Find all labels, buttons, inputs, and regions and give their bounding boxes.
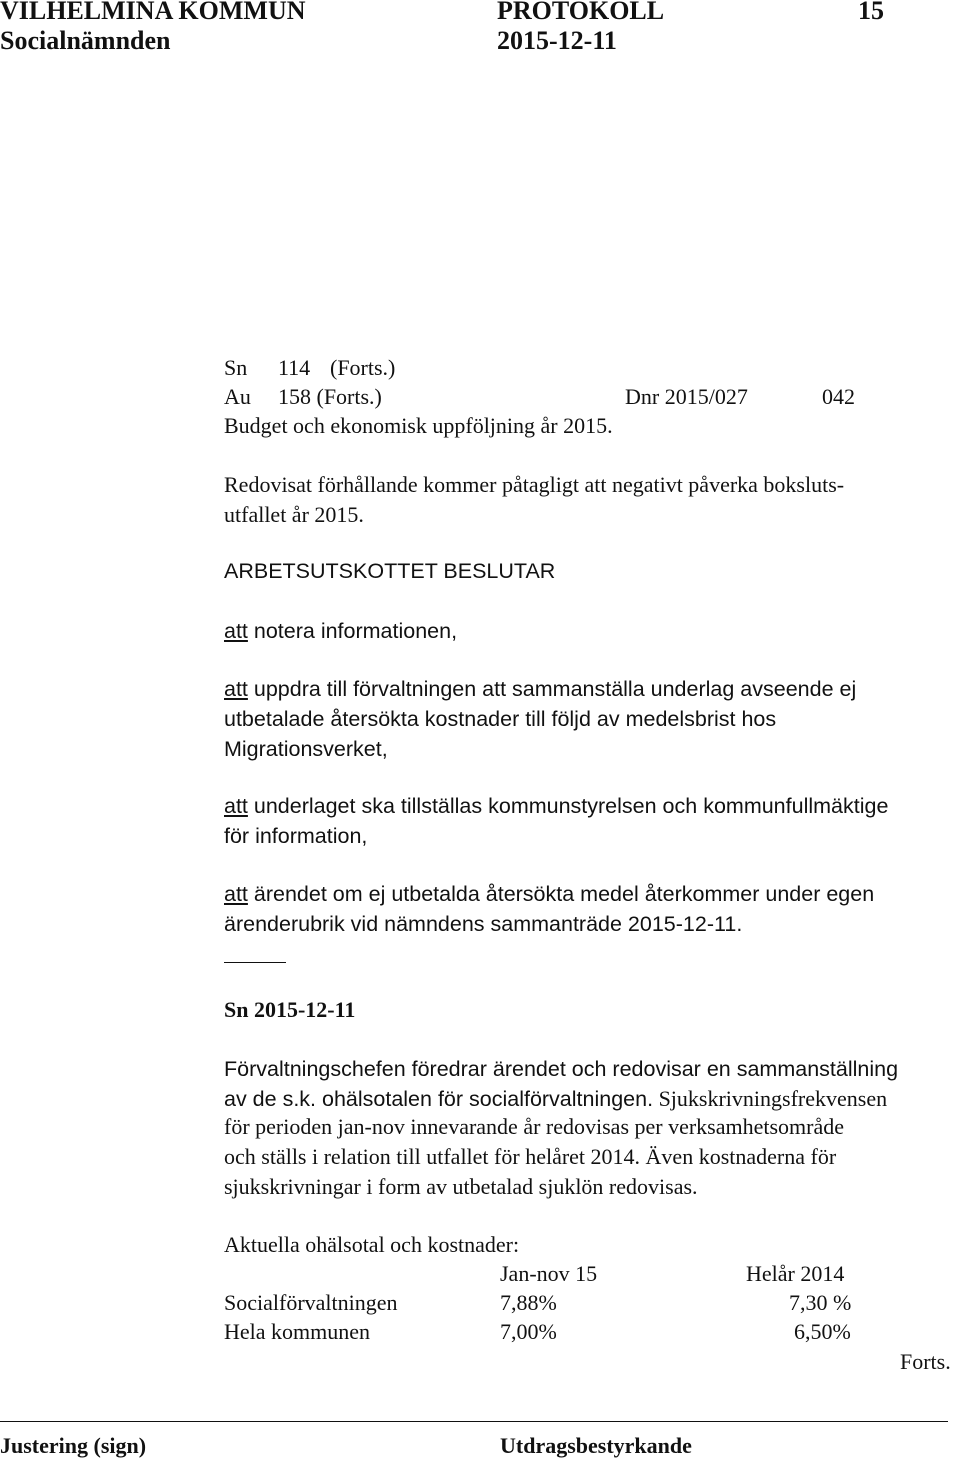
table-col-header-1: Jan-nov 15 [500, 1261, 598, 1286]
decision-item-2-text: uppdra till förvaltningen att sammanställa underlag avseende ej [247, 677, 857, 701]
sn-number: 114 [278, 355, 311, 380]
footer-justering: Justering (sign) [0, 1433, 147, 1458]
au-label: Au [224, 384, 251, 409]
continues-label: Forts. [900, 1349, 951, 1374]
doc-type: PROTOKOLL [497, 0, 665, 25]
sn-para-1-line-1: Förvaltningschefen föredrar ärendet och redovisar en sammanställning [224, 1057, 899, 1081]
table-row-1-label: Socialförvaltningen [224, 1290, 398, 1315]
decision-item-3-line-2: för information, [224, 824, 368, 848]
decision-item-1-text: notera informationen, [247, 619, 458, 643]
sn-label: Sn [224, 355, 248, 380]
att-keyword: att [224, 882, 248, 906]
case-title: Budget och ekonomisk uppföljning år 2015. [224, 413, 613, 438]
section-divider [224, 962, 286, 963]
sn-section-heading: Sn 2015-12-11 [224, 997, 356, 1022]
sn-para-1-line-2-text: av de s.k. ohälsotalen för socialförvaltningen. [224, 1087, 654, 1111]
table-row-2-value-1: 7,00% [500, 1319, 557, 1344]
sn-para-1-line-2 [224, 1084, 887, 1114]
footer-utdragsbestyrkande: Utdragsbestyrkande [500, 1433, 692, 1458]
table-col-header-2: Helår 2014 [746, 1261, 845, 1286]
decision-item-4-text: ärendet om ej utbetalda återsökta medel återkommer under egen [247, 882, 875, 906]
sn-para-2-line-3-tail: Även kostnaderna för [640, 1144, 837, 1169]
page-number: 15 [858, 0, 884, 25]
decision-item-3-text: underlaget ska tillställas kommunstyrelsen och kommunfullmäktige [247, 794, 889, 818]
org-name: VILHELMINA KOMMUN [0, 0, 306, 25]
dnr-code: 042 [822, 384, 855, 409]
table-row-2-label: Hela kommunen [224, 1319, 371, 1344]
au-number: 158 (Forts.) [278, 384, 382, 409]
table-row-1-value-2: 7,30 % [789, 1290, 852, 1315]
table-title: Aktuella ohälsotal och kostnader: [224, 1232, 520, 1257]
decision-item-1 [224, 616, 457, 646]
sn-para-2-line-3-text: och ställs i relation till utfallet för helåret 2014. [224, 1144, 641, 1169]
intro-line-1: Redovisat förhållande kommer påtagligt att negativt påverka boksluts- [224, 472, 845, 497]
board-name: Socialnämnden [0, 26, 171, 55]
decision-item-2 [224, 674, 856, 704]
decision-item-2-line-2: utbetalade återsökta kostnader till följd av medelsbrist hos [224, 707, 777, 731]
table-row-1-value-1: 7,88% [500, 1290, 557, 1315]
sn-para-2-line-2: för perioden jan-nov innevarande år redovisas per verksamhetsområde [224, 1114, 845, 1139]
meeting-date: 2015-12-11 [497, 26, 617, 55]
table-row-2-value-2: 6,50% [794, 1319, 851, 1344]
att-keyword: att [224, 677, 248, 701]
att-keyword: att [224, 619, 248, 643]
sn-para-2-line-4: sjukskrivningar i form av utbetalad sjuklön redovisas. [224, 1174, 698, 1199]
att-keyword: att [224, 794, 248, 818]
intro-line-2: utfallet år 2015. [224, 502, 364, 527]
decision-item-4-line-2: ärenderubrik vid nämndens sammanträde 2015-12-11. [224, 912, 743, 936]
sn-continued: (Forts.) [330, 355, 396, 380]
decision-item-3 [224, 791, 888, 821]
decision-item-2-line-3: Migrationsverket, [224, 737, 388, 761]
sn-para-2-line-3 [224, 1142, 836, 1172]
sn-para-2-line-1-text: Sjukskrivningsfrekvensen [653, 1086, 888, 1111]
decision-heading: ARBETSUTSKOTTET BESLUTAR [224, 559, 556, 583]
footer-rule [0, 1421, 948, 1422]
dnr: Dnr 2015/027 [625, 384, 748, 409]
decision-item-4 [224, 879, 874, 909]
